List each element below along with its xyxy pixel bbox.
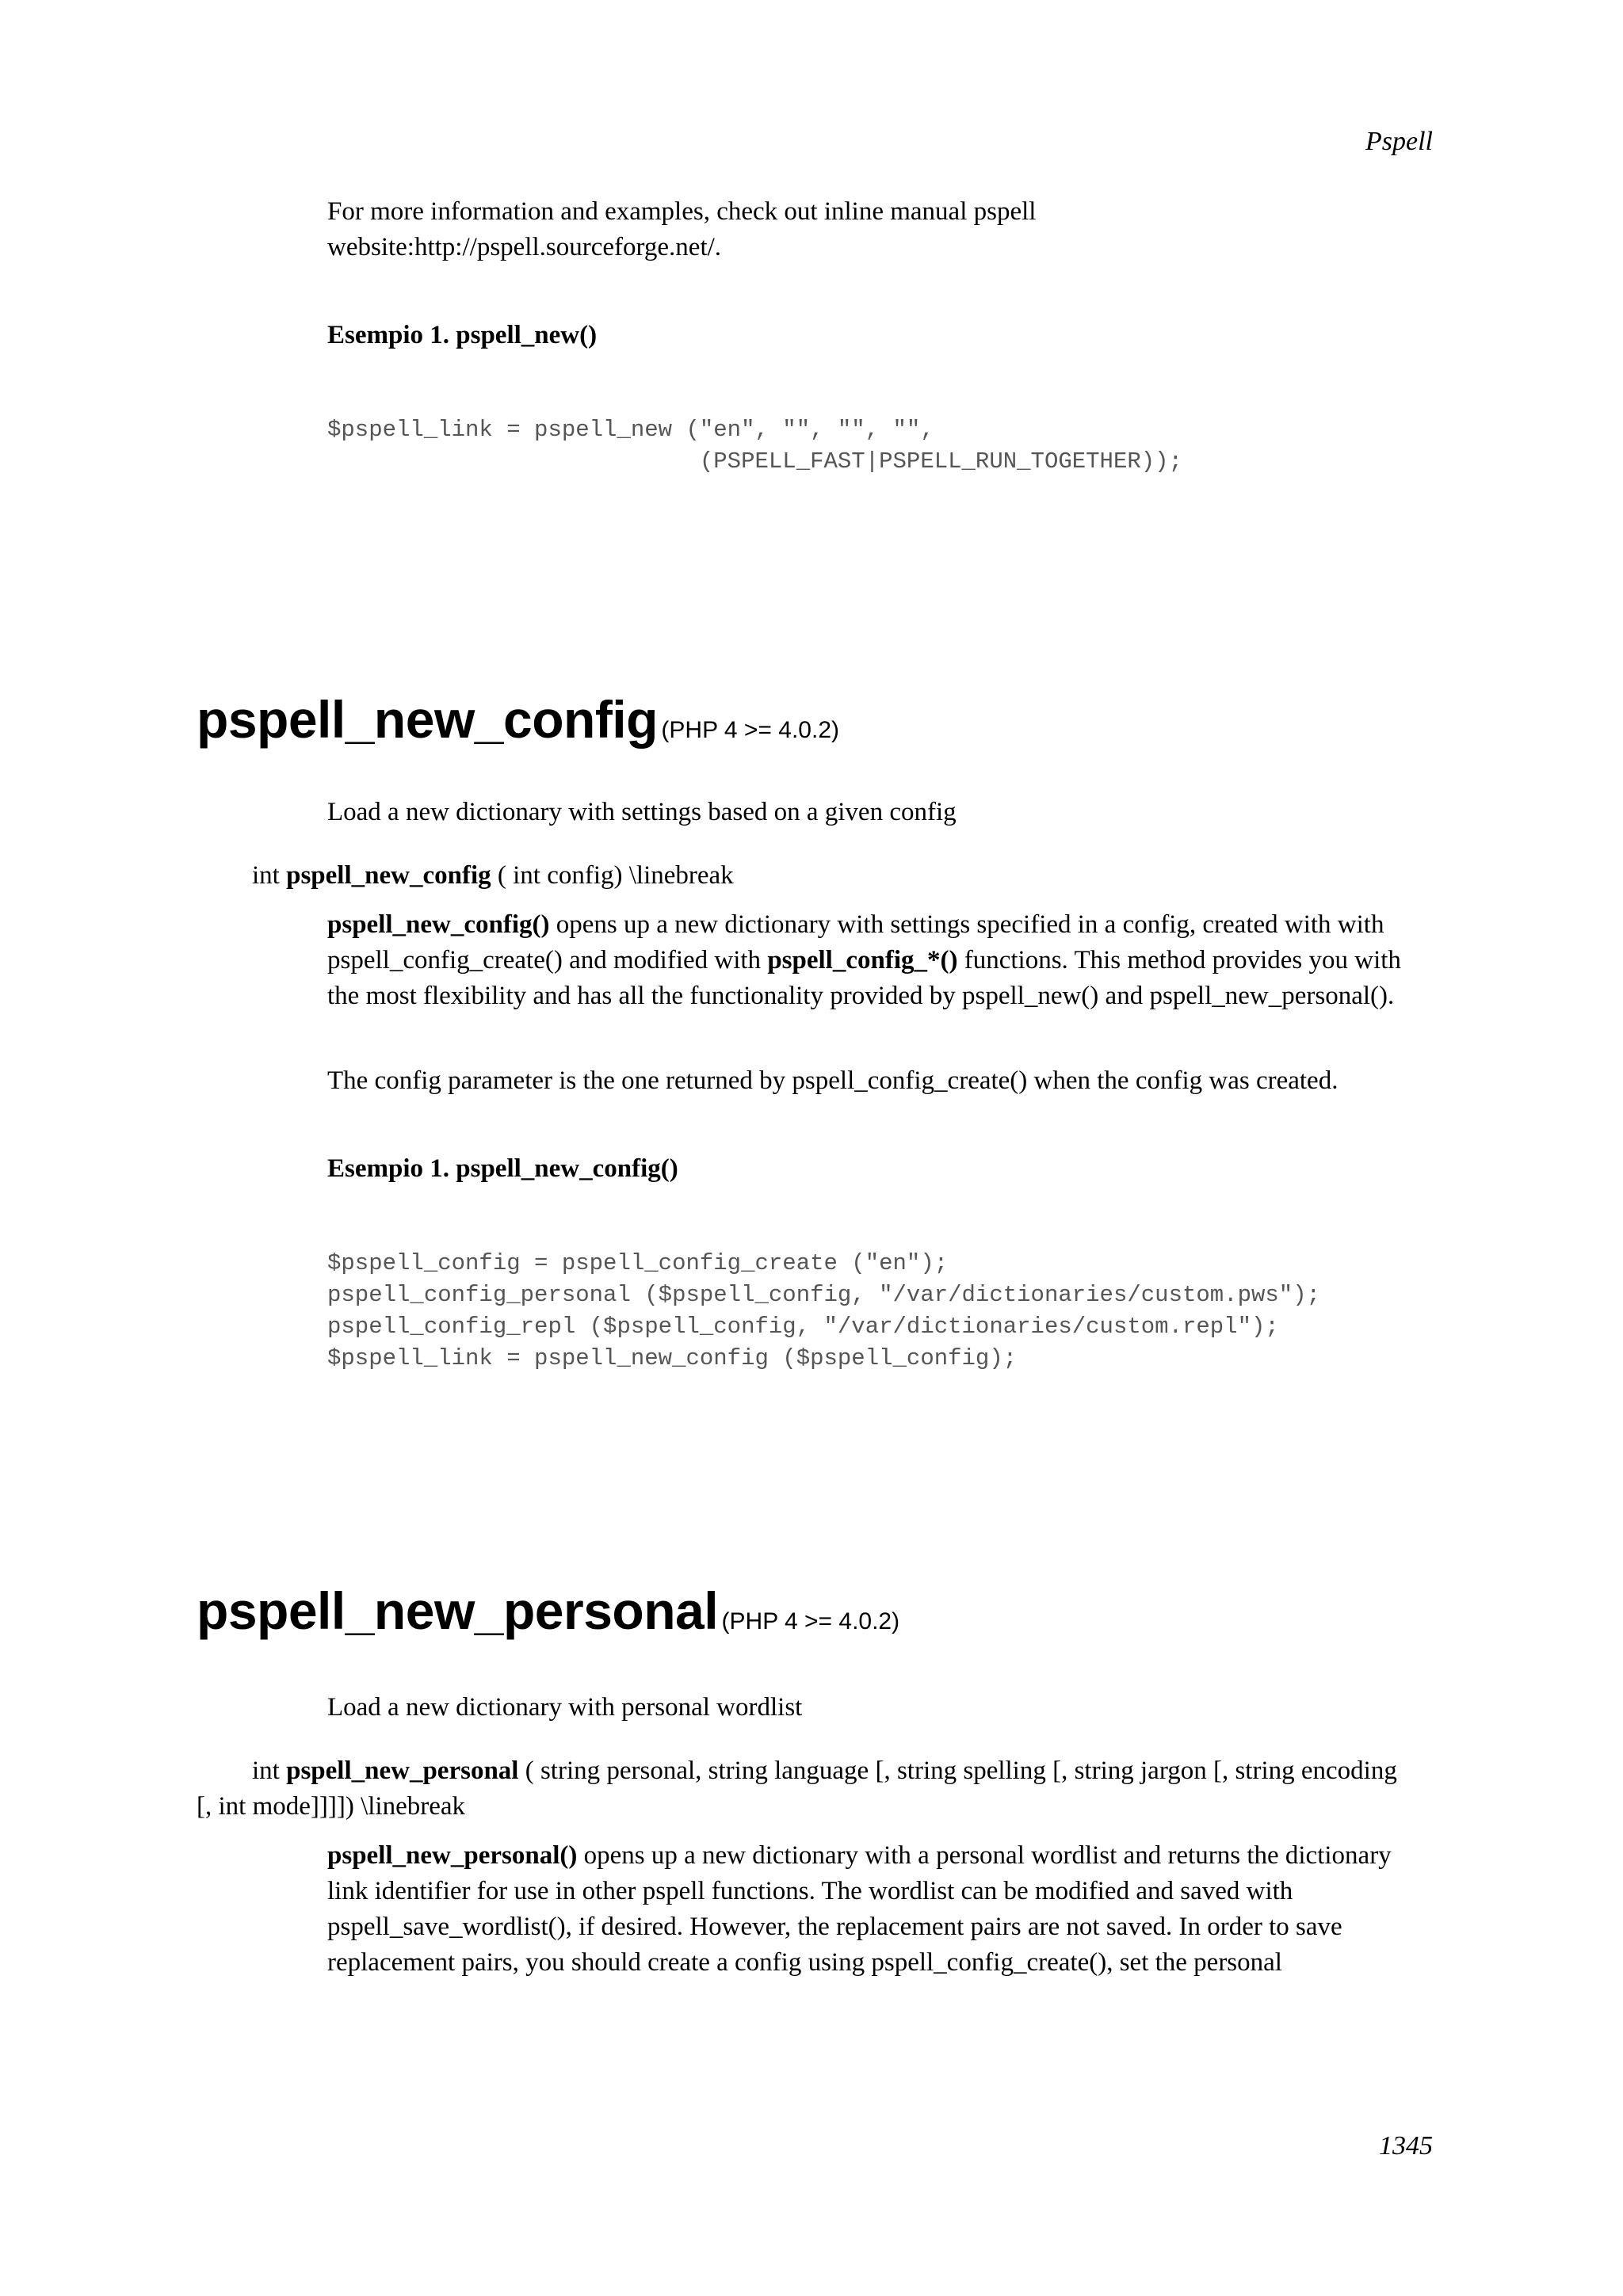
return-type: int bbox=[252, 861, 280, 890]
return-type: int bbox=[252, 1756, 280, 1785]
function-reference: pspell_new_config() bbox=[327, 910, 550, 939]
function-synopsis bbox=[252, 858, 1441, 894]
description-text: functions. This method provides you with the most flexibility and has all the functionality provided by pspell_new() and pspell_new_personal(). bbox=[327, 946, 1401, 1010]
synopsis-params: [, int mode]]]]) \linebreak bbox=[197, 1792, 466, 1821]
intro-line-1: For more information and examples, check out inline manual pspell bbox=[327, 197, 1037, 226]
php-version: (PHP 4 >= 4.0.2) bbox=[721, 1608, 900, 1634]
function-name: pspell_new_config bbox=[197, 690, 658, 749]
function-reference: pspell_new_personal() bbox=[327, 1841, 578, 1870]
example-title: Esempio 1. pspell_new() bbox=[327, 321, 598, 349]
running-header: Pspell bbox=[1365, 127, 1433, 156]
function-reference: pspell_config_*() bbox=[767, 946, 958, 974]
description-text: opens up a new dictionary with settings specified in a config, created with with pspell_config_create() and modified with bbox=[327, 910, 1384, 974]
function-heading bbox=[197, 1581, 899, 1641]
synopsis-function-name: pspell_new_personal bbox=[286, 1756, 519, 1785]
description-paragraph bbox=[327, 907, 1437, 1014]
function-summary: Load a new dictionary with settings based on a given config bbox=[327, 798, 957, 826]
parameter-paragraph: The config parameter is the one returned by pspell_config_create() when the config was created. bbox=[327, 1066, 1338, 1095]
php-version: (PHP 4 >= 4.0.2) bbox=[661, 717, 839, 743]
function-name: pspell_new_personal bbox=[197, 1581, 719, 1640]
function-summary: Load a new dictionary with personal wordlist bbox=[327, 1693, 803, 1722]
example-title: Esempio 1. pspell_new_config() bbox=[327, 1154, 678, 1183]
code-block: $pspell_config = pspell_config_create ("en"); pspell_config_personal ($pspell_config, "/var/dictionaries/custom.pws"); pspell_config_repl ($pspell_config, "/var/dictionaries/custom.repl"); $pspell_link = pspell_new_config ($pspell_config); bbox=[327, 1250, 1321, 1371]
function-synopsis bbox=[197, 1753, 1433, 1825]
description-text: opens up a new dictionary with a personal wordlist and returns the dictionary link identifier for use in other pspell functions. The wordlist can be modified and saved with pspell_save_wordlist(), if desired. However, the replacement pairs are not saved. In order to save replacement pairs, you should create a config using pspell_config_create(), set the personal bbox=[327, 1841, 1392, 1977]
description-paragraph bbox=[327, 1838, 1437, 1981]
synopsis-params: ( string personal, string language [, string spelling [, string jargon [, string encoding bbox=[525, 1756, 1397, 1785]
page-number: 1345 bbox=[1379, 2131, 1433, 2161]
code-block: $pspell_link = pspell_new ("en", "", "", "", (PSPELL_FAST|PSPELL_RUN_TOGETHER)); bbox=[327, 417, 1182, 475]
function-heading bbox=[197, 689, 839, 749]
synopsis-function-name: pspell_new_config bbox=[286, 861, 491, 890]
synopsis-params: ( int config) \linebreak bbox=[497, 861, 734, 890]
intro-paragraph bbox=[327, 194, 1437, 265]
intro-line-2: website:http://pspell.sourceforge.net/. bbox=[327, 233, 722, 261]
